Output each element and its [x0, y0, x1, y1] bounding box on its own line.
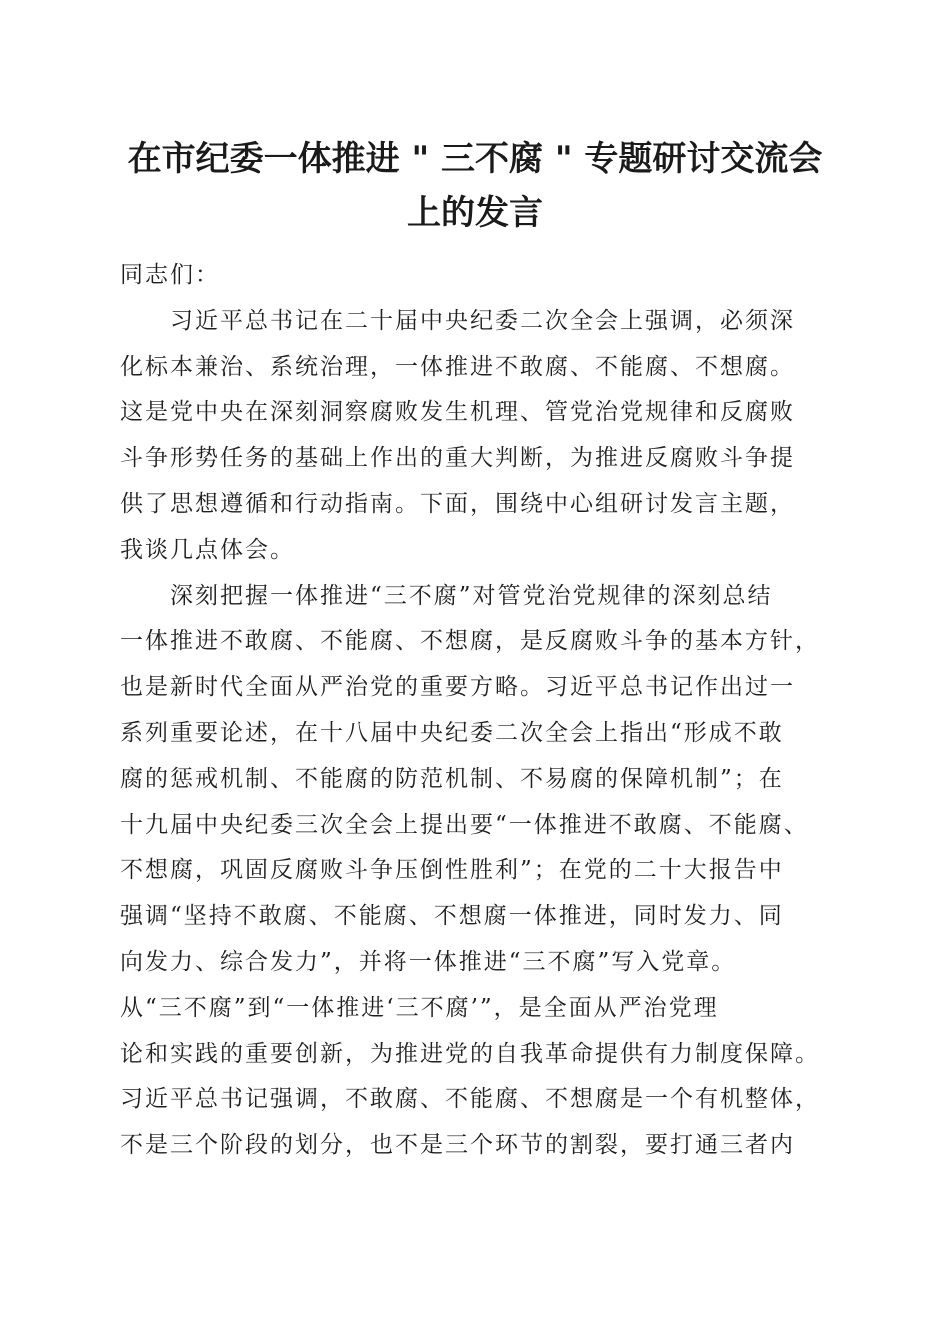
- paragraph-2-line: 十九届中央纪委三次全会上提出要“一体推进不敢腐、不能腐、: [120, 811, 809, 838]
- paragraph-2-line: 不是三个阶段的划分，也不是三个环节的割裂，要打通三者内: [120, 1132, 795, 1159]
- paragraph-2-line: 强调“坚持不敢腐、不能腐、不想腐一体推进，同时发力、同: [120, 903, 784, 930]
- paragraph-2-line: 不想腐，巩固反腐败斗争压倒性胜利”；在党的二十大报告中: [120, 857, 784, 884]
- paragraph-2-line: 腐的惩戒机制、不能腐的防范机制、不易腐的保障机制”；在: [120, 765, 784, 792]
- paragraph-2-line: 系列重要论述，在十八届中央纪委二次全会上指出“形成不敢: [120, 719, 784, 746]
- salutation: 同志们：: [120, 262, 220, 288]
- paragraph-1-line: 这是党中央在深刻洞察腐败发生机理、管党治党规律和反腐败: [120, 399, 795, 426]
- paragraph-1-line: 习近平总书记在二十届中央纪委二次全会上强调，必须深: [170, 307, 795, 334]
- paragraph-2-heading-line: 深刻把握一体推进“三不腐”对管党治党规律的深刻总结: [170, 582, 773, 609]
- title-line-1: 在市纪委一体推进 " 三不腐 " 专题研讨交流会: [127, 139, 823, 179]
- paragraph-2-line: 向发力、综合发力”，并将一体推进“三不腐”写入党章。: [120, 948, 737, 975]
- paragraph-2-line: 习近平总书记强调，不敢腐、不能腐、不想腐是一个有机整体，: [120, 1086, 820, 1113]
- paragraph-2-line: 一体推进不敢腐、不能腐、不想腐，是反腐败斗争的基本方针，: [120, 628, 820, 655]
- title-line-2: 上的发言: [407, 193, 543, 233]
- paragraph-1-line: 我谈几点体会。: [120, 536, 295, 563]
- paragraph-1-line: 供了思想遵循和行动指南。下面，围绕中心组研讨发言主题，: [120, 490, 795, 517]
- paragraph-2-line: 也是新时代全面从严治党的重要方略。习近平总书记作出过一: [120, 674, 795, 701]
- paragraph-2-line: 从“三不腐”到“一体推进‘三不腐’”，是全面从严治党理: [120, 994, 719, 1021]
- paragraph-2-line: 论和实践的重要创新，为推进党的自我革命提供有力制度保障。: [120, 1040, 820, 1067]
- paragraph-1-line: 斗争形势任务的基础上作出的重大判断，为推进反腐败斗争提: [120, 445, 795, 472]
- paragraph-1-line: 化标本兼治、系统治理，一体推进不敢腐、不能腐、不想腐。: [120, 353, 795, 380]
- document-body: [120, 253, 835, 1169]
- document-title: [100, 132, 850, 240]
